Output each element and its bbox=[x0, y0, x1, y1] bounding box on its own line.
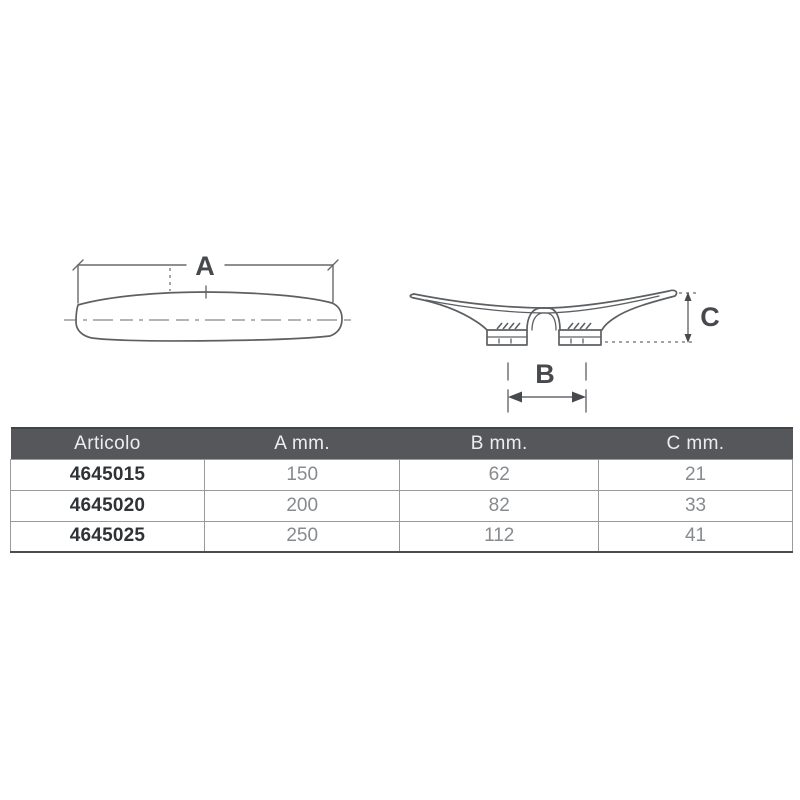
cell-a-mm: 250 bbox=[204, 521, 400, 552]
dimension-label-b: B bbox=[535, 359, 555, 389]
cleat-left-tip bbox=[410, 294, 414, 298]
table-row bbox=[11, 521, 793, 552]
cleat-top-view bbox=[64, 251, 351, 341]
cell-a-mm: 200 bbox=[204, 490, 400, 521]
cleat-side-view bbox=[410, 290, 720, 412]
cell-c-mm: 33 bbox=[599, 490, 793, 521]
technical-drawing bbox=[0, 230, 800, 425]
cleat-top-surface-line bbox=[426, 296, 659, 313]
cell-c-mm: 41 bbox=[599, 521, 793, 552]
cell-b-mm: 82 bbox=[400, 490, 599, 521]
cell-a-mm: 150 bbox=[204, 459, 400, 490]
cell-articolo: 4645025 bbox=[11, 521, 205, 552]
dimension-label-c: C bbox=[700, 302, 720, 332]
column-header-a-mm: A mm. bbox=[204, 428, 400, 459]
cell-articolo: 4645020 bbox=[11, 490, 205, 521]
dimension-b bbox=[508, 359, 586, 412]
column-header-c-mm: C mm. bbox=[599, 428, 793, 459]
cell-articolo: 4645015 bbox=[11, 459, 205, 490]
spec-table-section bbox=[10, 427, 793, 553]
dimension-label-a: A bbox=[195, 251, 215, 281]
cleat-left-underside bbox=[414, 298, 487, 330]
cell-b-mm: 112 bbox=[400, 521, 599, 552]
cleat-right-foot bbox=[559, 323, 601, 345]
column-header-articolo: Articolo bbox=[11, 428, 205, 459]
technical-drawing-svg bbox=[0, 230, 800, 425]
header-row bbox=[11, 428, 793, 459]
cleat-arch-inner bbox=[532, 313, 556, 330]
column-header-b-mm: B mm. bbox=[400, 428, 599, 459]
table-row bbox=[11, 490, 793, 521]
spec-table bbox=[10, 427, 793, 553]
cleat-top-view-body bbox=[76, 292, 342, 341]
cell-b-mm: 62 bbox=[400, 459, 599, 490]
cleat-left-foot bbox=[487, 323, 527, 345]
cell-c-mm: 21 bbox=[599, 459, 793, 490]
table-row bbox=[11, 459, 793, 490]
